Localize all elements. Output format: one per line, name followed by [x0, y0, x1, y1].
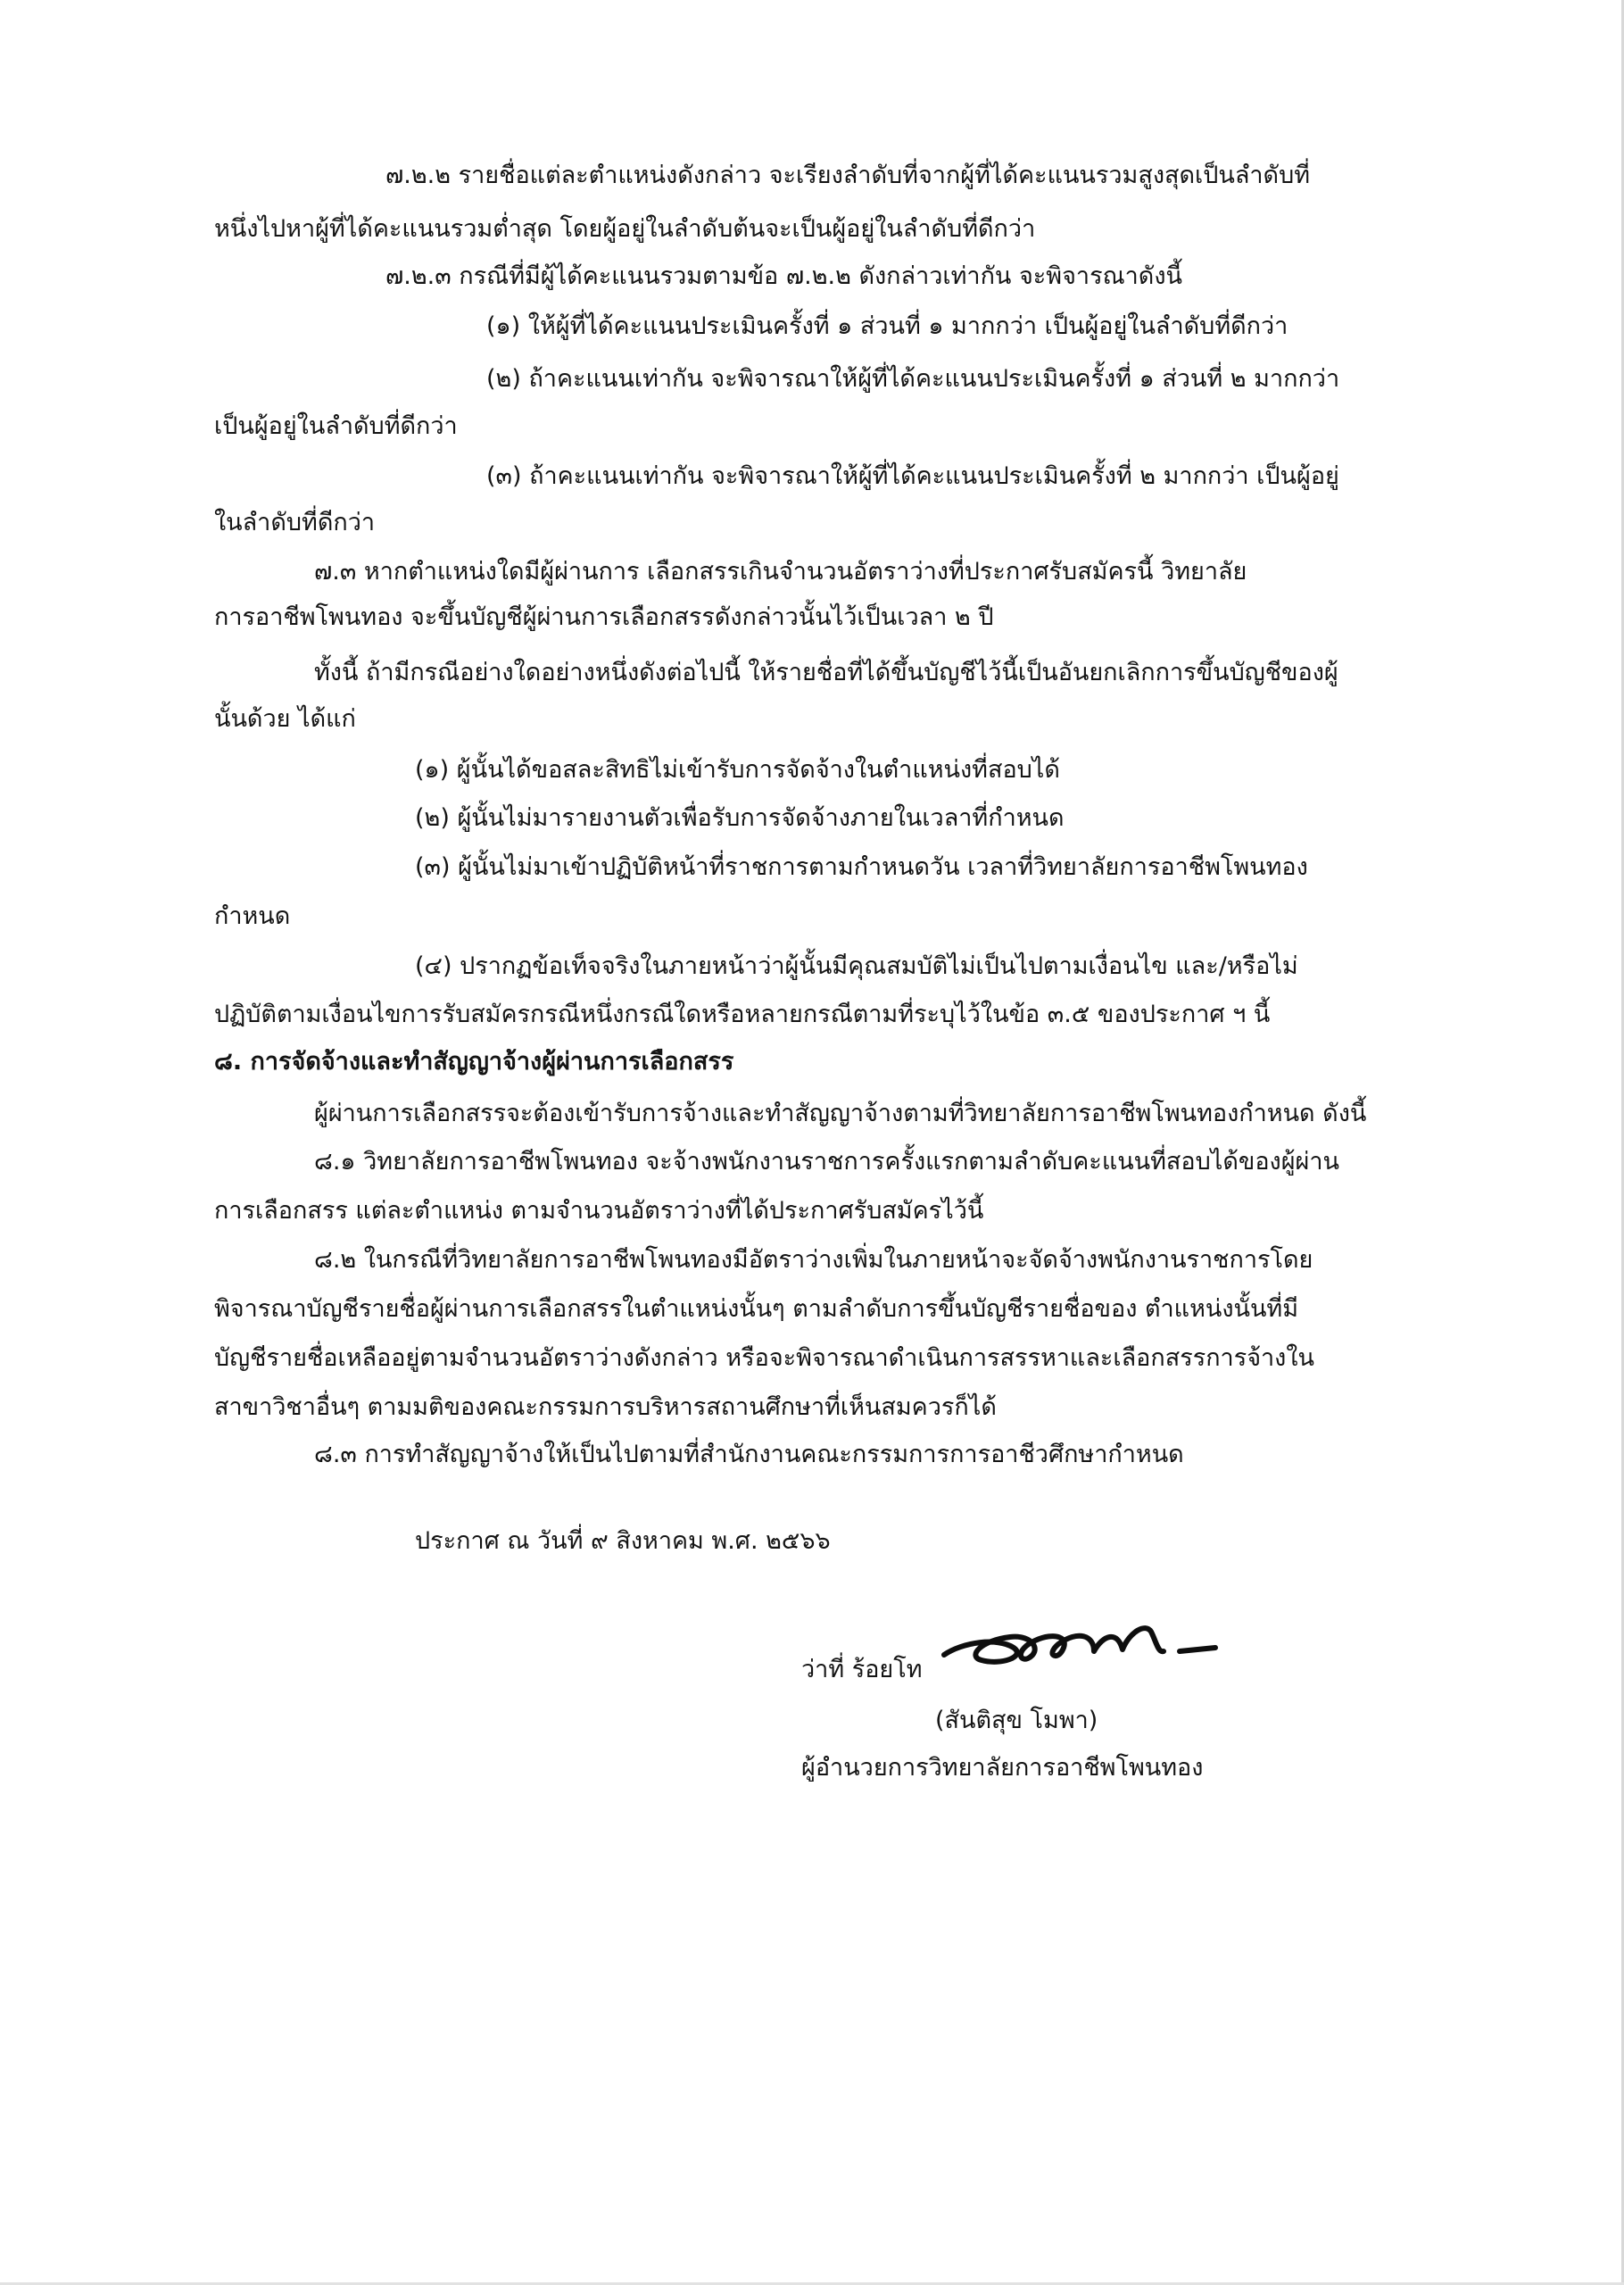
clause-7-3-line-2: การอาชีพโพนทอง จะขึ้นบัญชีผู้ผ่านการเลือกสรรดังกล่าวนั้นไว้เป็นเวลา ๒ ปี	[214, 603, 994, 631]
clause-7-3-line-1: ๗.๓ หากตำแหน่งใดมีผู้ผ่านการ เลือกสรรเกินจำนวนอัตราว่างที่ประกาศรับสมัครนี้ วิทยาลัย	[314, 558, 1247, 586]
clause-8-1-line-2: การเลือกสรร แต่ละตำแหน่ง ตามจำนวนอัตราว่างที่ได้ประกาศรับสมัครไว้นี้	[214, 1197, 984, 1225]
cancellation-item-4-line-2: ปฏิบัติตามเงื่อนไขการรับสมัครกรณีหนึ่งกรณีใดหรือหลายกรณีตามที่ระบุไว้ในข้อ ๓.๕ ของประกาศ ฯ นี้	[214, 1001, 1271, 1028]
signatory-rank: ว่าที่ ร้อยโท	[801, 1656, 923, 1683]
clause-7-2-3-heading: ๗.๒.๓ กรณีที่มีผู้ได้คะแนนรวมตามข้อ ๗.๒.๒ ดังกล่าวเท่ากัน จะพิจารณาดังนี้	[385, 262, 1182, 290]
clause-8-1-line-1: ๘.๑ วิทยาลัยการอาชีพโพนทอง จะจ้างพนักงานราชการครั้งแรกตามลำดับคะแนนที่สอบได้ของผู้ผ่าน	[314, 1148, 1339, 1176]
clause-8-3: ๘.๓ การทำสัญญาจ้างให้เป็นไปตามที่สำนักงานคณะกรรมการการอาชีวศึกษากำหนด	[314, 1441, 1184, 1468]
handwritten-signature	[928, 1605, 1236, 1674]
clause-7-2-3-item-2-line-2: เป็นผู้อยู่ในลำดับที่ดีกว่า	[214, 412, 458, 440]
signatory-position: ผู้อำนวยการวิทยาลัยการอาชีพโพนทอง	[801, 1754, 1204, 1782]
cancellation-item-2: (๒) ผู้นั้นไม่มารายงานตัวเพื่อรับการจัดจ้างภายในเวลาที่กำหนด	[415, 804, 1065, 832]
clause-7-2-3-item-3-line-2: ในลำดับที่ดีกว่า	[214, 509, 376, 536]
signatory-name: (สันติสุข โมพา)	[935, 1707, 1098, 1734]
cancellation-item-1: (๑) ผู้นั้นได้ขอสละสิทธิไม่เข้ารับการจัดจ้างในตำแหน่งที่สอบได้	[415, 756, 1060, 784]
clause-7-2-2-line-1: ๗.๒.๒ รายชื่อแต่ละตำแหน่งดังกล่าว จะเรียงลำดับที่จากผู้ที่ได้คะแนนรวมสูงสุดเป็นลำดับที่	[385, 162, 1311, 189]
clause-7-2-3-item-1: (๑) ให้ผู้ที่ได้คะแนนประเมินครั้งที่ ๑ ส่วนที่ ๑ มากกว่า เป็นผู้อยู่ในลำดับที่ดีกว่า	[486, 312, 1288, 340]
cancellation-item-4-line-1: (๔) ปรากฏข้อเท็จจริงในภายหน้าว่าผู้นั้นมีคุณสมบัติไม่เป็นไปตามเงื่อนไข และ/หรือไม่	[415, 952, 1298, 980]
section-8-intro: ผู้ผ่านการเลือกสรรจะต้องเข้ารับการจ้างและทำสัญญาจ้างตามที่วิทยาลัยการอาชีพโพนทองกำหนด ดังนี้	[314, 1100, 1367, 1127]
cancellation-item-3-line-2: กำหนด	[214, 902, 291, 930]
clause-8-2-line-3: บัญชีรายชื่อเหลืออยู่ตามจำนวนอัตราว่างดังกล่าว หรือจะพิจารณาดำเนินการสรรหาและเลือกสรรการจ้างใน	[214, 1344, 1315, 1372]
clause-8-2-line-4: สาขาวิชาอื่นๆ ตามมติของคณะกรรมการบริหารสถานศึกษาที่เห็นสมควรก็ได้	[214, 1393, 997, 1421]
section-8-heading: ๘. การจัดจ้างและทำสัญญาจ้างผู้ผ่านการเลือกสรร	[214, 1048, 734, 1076]
clause-7-2-3-item-2-line-1: (๒) ถ้าคะแนนเท่ากัน จะพิจารณาให้ผู้ที่ได้คะแนนประเมินครั้งที่ ๑ ส่วนที่ ๒ มากกว่า	[486, 365, 1340, 393]
cancellation-intro-line-1: ทั้งนี้ ถ้ามีกรณีอย่างใดอย่างหนึ่งดังต่อไปนี้ ให้รายชื่อที่ได้ขึ้นบัญชีไว้นี้เป็นอันยกเลิกการขึ้นบัญชีของผู้	[314, 659, 1338, 686]
clause-8-2-line-2: พิจารณาบัญชีรายชื่อผู้ผ่านการเลือกสรรในตำแหน่งนั้นๆ ตามลำดับการขึ้นบัญชีรายชื่อของ ตำแหน่งนั้นที่มี	[214, 1295, 1299, 1323]
clause-8-2-line-1: ๘.๒ ในกรณีที่วิทยาลัยการอาชีพโพนทองมีอัตราว่างเพิ่มในภายหน้าจะจัดจ้างพนักงานราชการโดย	[314, 1246, 1313, 1274]
clause-7-2-3-item-3-line-1: (๓) ถ้าคะแนนเท่ากัน จะพิจารณาให้ผู้ที่ได้คะแนนประเมินครั้งที่ ๒ มากกว่า เป็นผู้อยู่	[486, 462, 1339, 490]
cancellation-intro-line-2: นั้นด้วย ได้แก่	[214, 705, 356, 733]
clause-7-2-2-line-2: หนึ่งไปหาผู้ที่ได้คะแนนรวมต่ำสุด โดยผู้อยู่ในลำดับต้นจะเป็นผู้อยู่ในลำดับที่ดีกว่า	[214, 215, 1036, 243]
announcement-date: ประกาศ ณ วันที่ ๙ สิงหาคม พ.ศ. ๒๕๖๖	[415, 1527, 831, 1555]
cancellation-item-3-line-1: (๓) ผู้นั้นไม่มาเข้าปฏิบัติหน้าที่ราชการตามกำหนดวัน เวลาที่วิทยาลัยการอาชีพโพนทอง	[415, 853, 1308, 881]
